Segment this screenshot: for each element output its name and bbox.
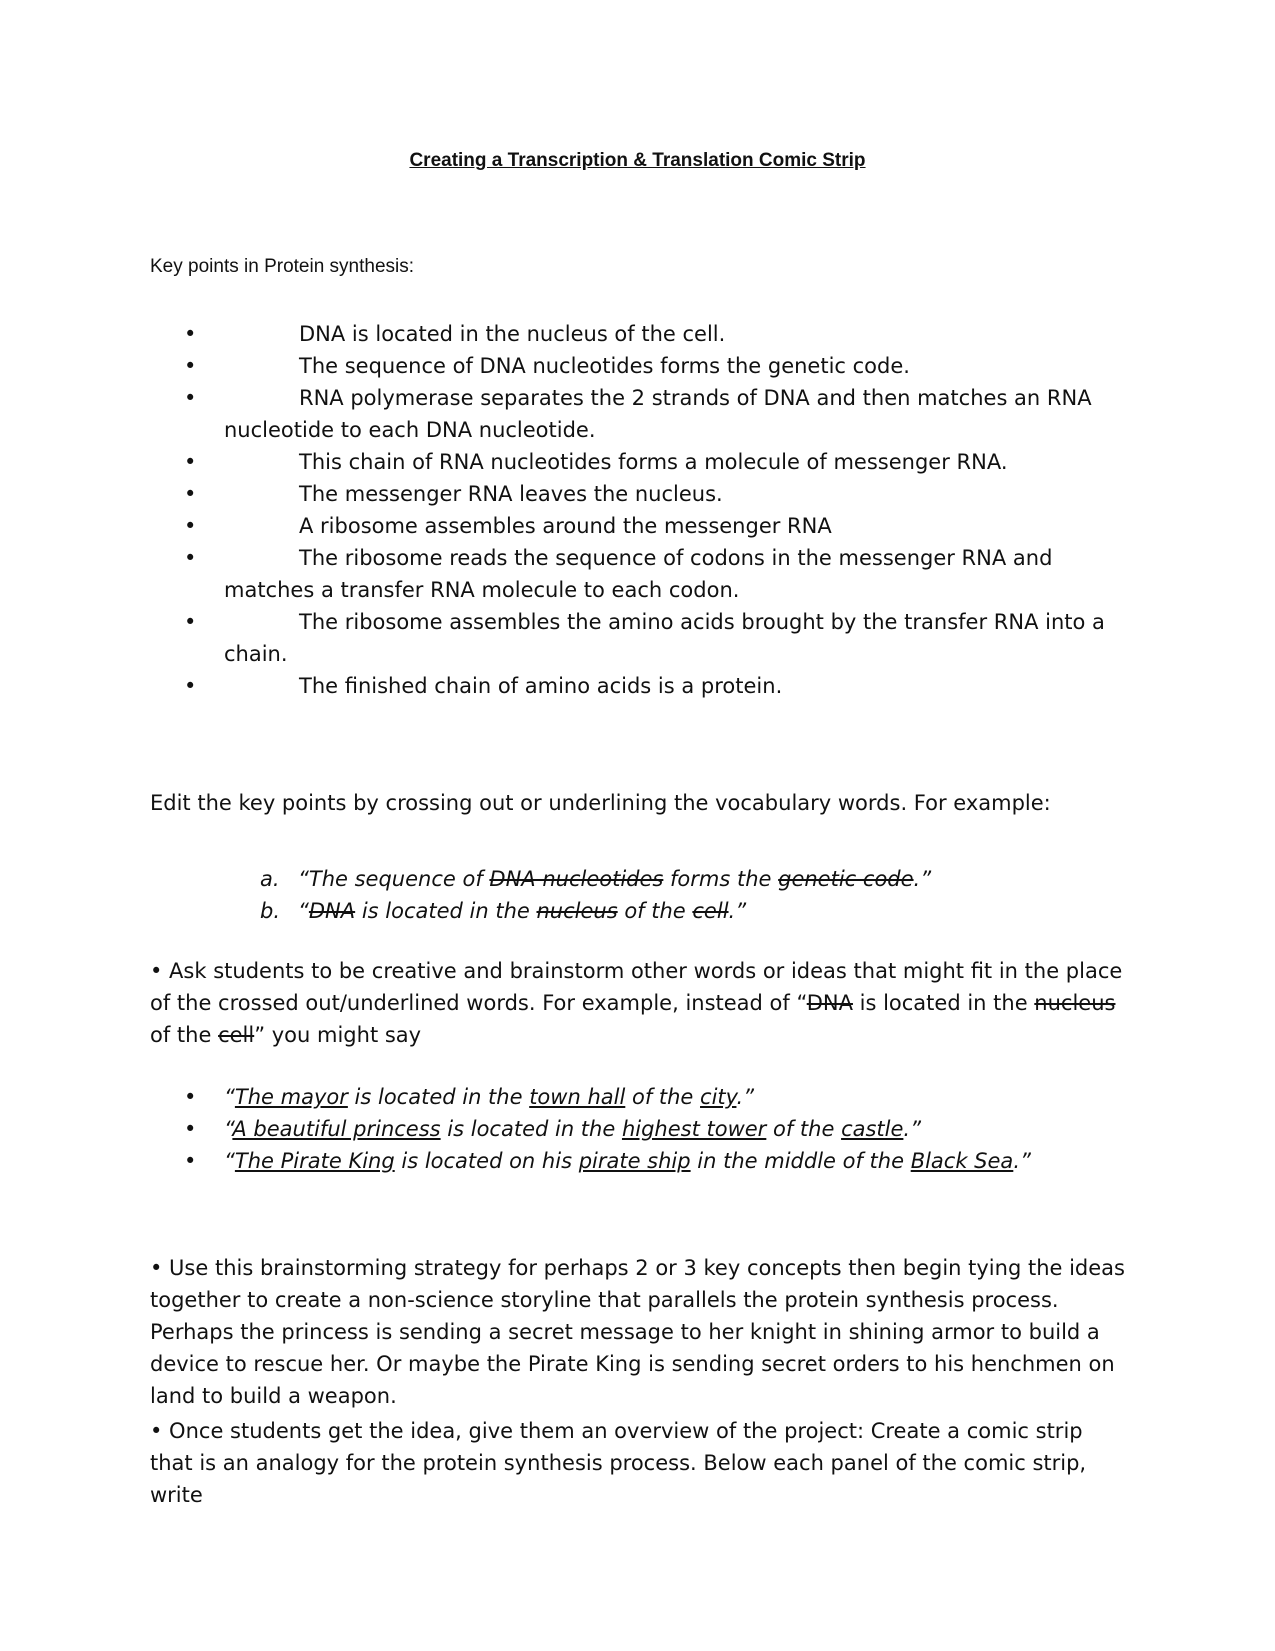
example-text: “ (298, 899, 309, 923)
key-point-text: The sequence of DNA nucleotides forms the genetic code. (299, 354, 910, 378)
list-item (0, 1113, 1031, 1145)
list-item (0, 606, 1275, 670)
story-text: is located in the (440, 1117, 622, 1141)
list-item (0, 1145, 1031, 1177)
story-examples-list (0, 1081, 1031, 1177)
bullet-icon: • (184, 1117, 197, 1141)
underlined-word: town hall (529, 1085, 626, 1109)
list-item (0, 542, 1275, 606)
struck-word: cell (692, 899, 729, 923)
underlined-word: The mayor (234, 1085, 348, 1109)
example-text: .” (913, 867, 932, 891)
list-item (0, 318, 1275, 350)
underlined-word: highest tower (621, 1117, 767, 1141)
bullet-icon: • (184, 1149, 197, 1173)
key-point-text: This chain of RNA nucleotides forms a molecule of messenger RNA. (299, 450, 1008, 474)
list-item (0, 382, 1275, 446)
struck-word: DNA (806, 991, 853, 1015)
key-points-list (0, 318, 1275, 702)
paragraph-text: of the (150, 1023, 219, 1047)
bullet-icon: • (184, 322, 197, 346)
underlined-word: pirate ship (578, 1149, 691, 1173)
key-point-text: The ribosome assembles the amino acids brought by the transfer RNA into a chain. (224, 610, 1105, 666)
example-text: .” (728, 899, 747, 923)
example-text: forms the (663, 867, 779, 891)
strategy-paragraph: • Use this brainstorming strategy for perhaps 2 or 3 key concepts then begin tying the ideas together to create a non-science storyline that parallels the protein synthesis process. Perhaps the princess is sending a secret message to her knight in shining armor to build a device to rescue her. Or maybe the Pirate King is sending secret orders to his henchmen on land to build a weapon. (150, 1256, 1125, 1408)
list-item (0, 1081, 1031, 1113)
underlined-word: The Pirate King (234, 1149, 395, 1173)
key-point-text: RNA polymerase separates the 2 strands of DNA and then matches an RNA nucleotide to each DNA nucleotide. (224, 386, 1092, 442)
paragraph-text: • Ask students to be creative and brainstorm other words or ideas that might fit in the place of the crossed out/underlined words. For example, instead of “ (150, 959, 1123, 1015)
list-item (0, 670, 1275, 702)
example-text: of the (617, 899, 693, 923)
examples-list (260, 863, 931, 927)
bullet-icon: • (184, 514, 197, 538)
bullet-icon: • (184, 354, 197, 378)
bullet-icon: • (184, 610, 197, 634)
struck-word: nucleus (1034, 991, 1116, 1015)
bullet-icon: • (184, 1085, 197, 1109)
story-text: “ (224, 1149, 235, 1173)
instructions-text: Edit the key points by crossing out or underlining the vocabulary words. For example: (150, 791, 1051, 815)
list-item (0, 478, 1275, 510)
list-marker: b. (260, 899, 281, 923)
example-text: is located in the (355, 899, 537, 923)
key-point-text: A ribosome assembles around the messenger RNA (299, 514, 832, 538)
struck-word: genetic code (778, 867, 914, 891)
key-point-text: The ribosome reads the sequence of codons in the messenger RNA and matches a transfer RNA molecule to each codon. (224, 546, 1053, 602)
story-text: in the middle of the (690, 1149, 911, 1173)
bullet-icon: • (184, 546, 197, 570)
struck-word: cell (218, 1023, 255, 1047)
story-text: is located in the (347, 1085, 530, 1109)
key-point-text: The finished chain of amino acids is a protein. (299, 674, 783, 698)
struck-word: nucleus (536, 899, 618, 923)
story-text: .” (903, 1117, 921, 1141)
story-text: of the (625, 1085, 701, 1109)
bullet-icon: • (184, 674, 197, 698)
list-marker: a. (260, 867, 280, 891)
section-heading: Key points in Protein synthesis: (150, 256, 415, 277)
list-item (0, 350, 1275, 382)
key-point-text: DNA is located in the nucleus of the cell. (299, 322, 726, 346)
story-text: “ (224, 1085, 235, 1109)
list-item (0, 510, 1275, 542)
story-text: .” (1013, 1149, 1031, 1173)
example-text: “The sequence of (298, 867, 490, 891)
underlined-word: A beautiful princess (232, 1117, 441, 1141)
story-text: is located on his (394, 1149, 579, 1173)
list-item (0, 446, 1275, 478)
underlined-word: castle (841, 1117, 904, 1141)
example-item (260, 863, 931, 895)
struck-word: DNA (308, 899, 356, 923)
story-text: of the (766, 1117, 842, 1141)
overview-paragraph: • Once students get the idea, give them an overview of the project: Create a comic strip that is an analogy for the protein synthesis process. Below each panel of the comic strip, write (150, 1419, 1087, 1507)
page-title: Creating a Transcription & Translation Comic Strip (409, 150, 866, 171)
key-point-text: The messenger RNA leaves the nucleus. (299, 482, 723, 506)
bullet-icon: • (184, 482, 197, 506)
paragraph-text: ” you might say (254, 1023, 422, 1047)
underlined-word: Black Sea (910, 1149, 1014, 1173)
bullet-icon: • (184, 386, 197, 410)
story-text: “ (224, 1117, 233, 1141)
story-text: .” (736, 1085, 755, 1109)
underlined-word: city (700, 1085, 737, 1109)
struck-word: DNA nucleotides (489, 867, 664, 891)
paragraph-text: is located in the (852, 991, 1035, 1015)
bullet-icon: • (184, 450, 197, 474)
brainstorm-paragraph (150, 955, 1125, 1051)
example-item (260, 895, 931, 927)
